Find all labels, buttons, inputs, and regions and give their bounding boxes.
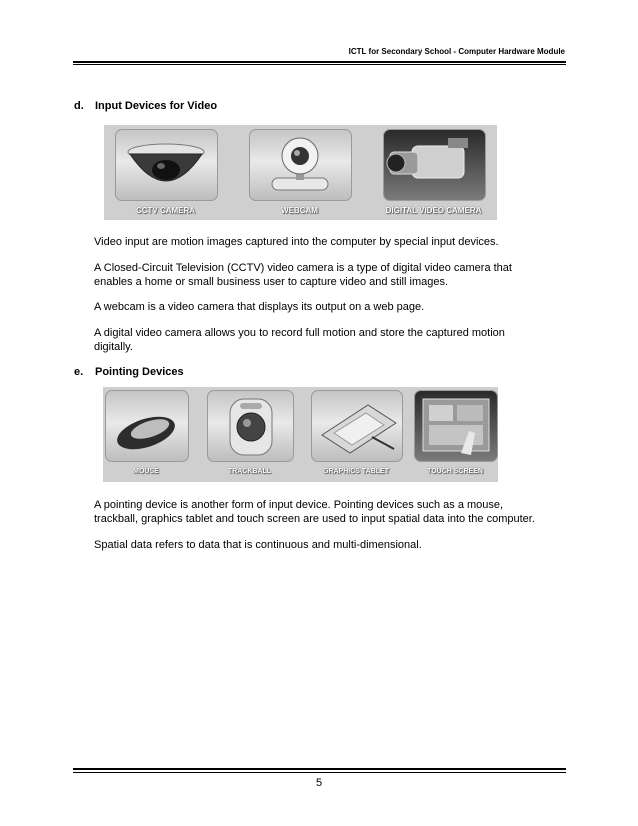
webcam-image (249, 129, 352, 201)
paragraph: A webcam is a video camera that displays its output on a web page. (94, 301, 425, 313)
section-heading-pointing (74, 366, 184, 378)
cctv-camera-icon (116, 130, 217, 200)
paragraph: Video input are motion images captured into the computer by special input devices. (94, 236, 499, 248)
video-camera-icon (384, 130, 485, 200)
caption-graphics-tablet: GRAPHICS TABLET (323, 468, 389, 475)
digital-video-camera-image (383, 129, 486, 201)
paragraph: A digital video camera allows you to record full motion and store the captured motion digitally. (94, 327, 505, 353)
touch-screen-image (414, 390, 498, 462)
section-letter: d. (74, 100, 84, 112)
trackball-icon (208, 391, 293, 461)
caption-cctv: CCTV CAMERA (135, 206, 196, 215)
graphics-tablet-icon (312, 391, 402, 461)
section-letter: e. (74, 366, 84, 378)
footer-rule-thin (73, 772, 566, 773)
caption-trackball: TRACKBALL (227, 468, 272, 475)
paragraph: A Closed-Circuit Television (CCTV) video camera is a type of digital video camera that enables a home or small business user to capture video and still images. (94, 262, 512, 288)
mouse-icon (106, 391, 188, 461)
graphics-tablet-image (311, 390, 403, 462)
paragraph: A pointing device is another form of input device. Pointing devices such as a mouse, trackball, graphics tablet and touch screen are used to input spatial data into the computer. (94, 499, 535, 525)
section-title: Input Devices for Video (95, 100, 218, 112)
footer-rule (73, 768, 566, 770)
video-devices-image (104, 125, 497, 220)
running-header: ICTL for Secondary School - Computer Hardware Module (348, 47, 565, 56)
section-title: Pointing Devices (95, 366, 184, 378)
page-number: 5 (315, 777, 323, 789)
mouse-image (105, 390, 189, 462)
trackball-image (207, 390, 294, 462)
header-rule (73, 61, 566, 63)
cctv-camera-image (115, 129, 218, 201)
header-rule-thin (73, 64, 566, 65)
pointing-devices-image (103, 387, 498, 482)
touch-screen-icon (415, 391, 497, 461)
caption-touch-screen: TOUCH SCREEN (427, 468, 483, 475)
paragraph: Spatial data refers to data that is continuous and multi-dimensional. (94, 539, 422, 551)
section-heading-video (74, 100, 217, 112)
caption-mouse: MOUSE (133, 468, 159, 475)
caption-webcam: WEBCAM (281, 206, 318, 215)
caption-digital-video-camera: DIGITAL VIDEO CAMERA (385, 206, 482, 215)
webcam-icon (250, 130, 351, 200)
